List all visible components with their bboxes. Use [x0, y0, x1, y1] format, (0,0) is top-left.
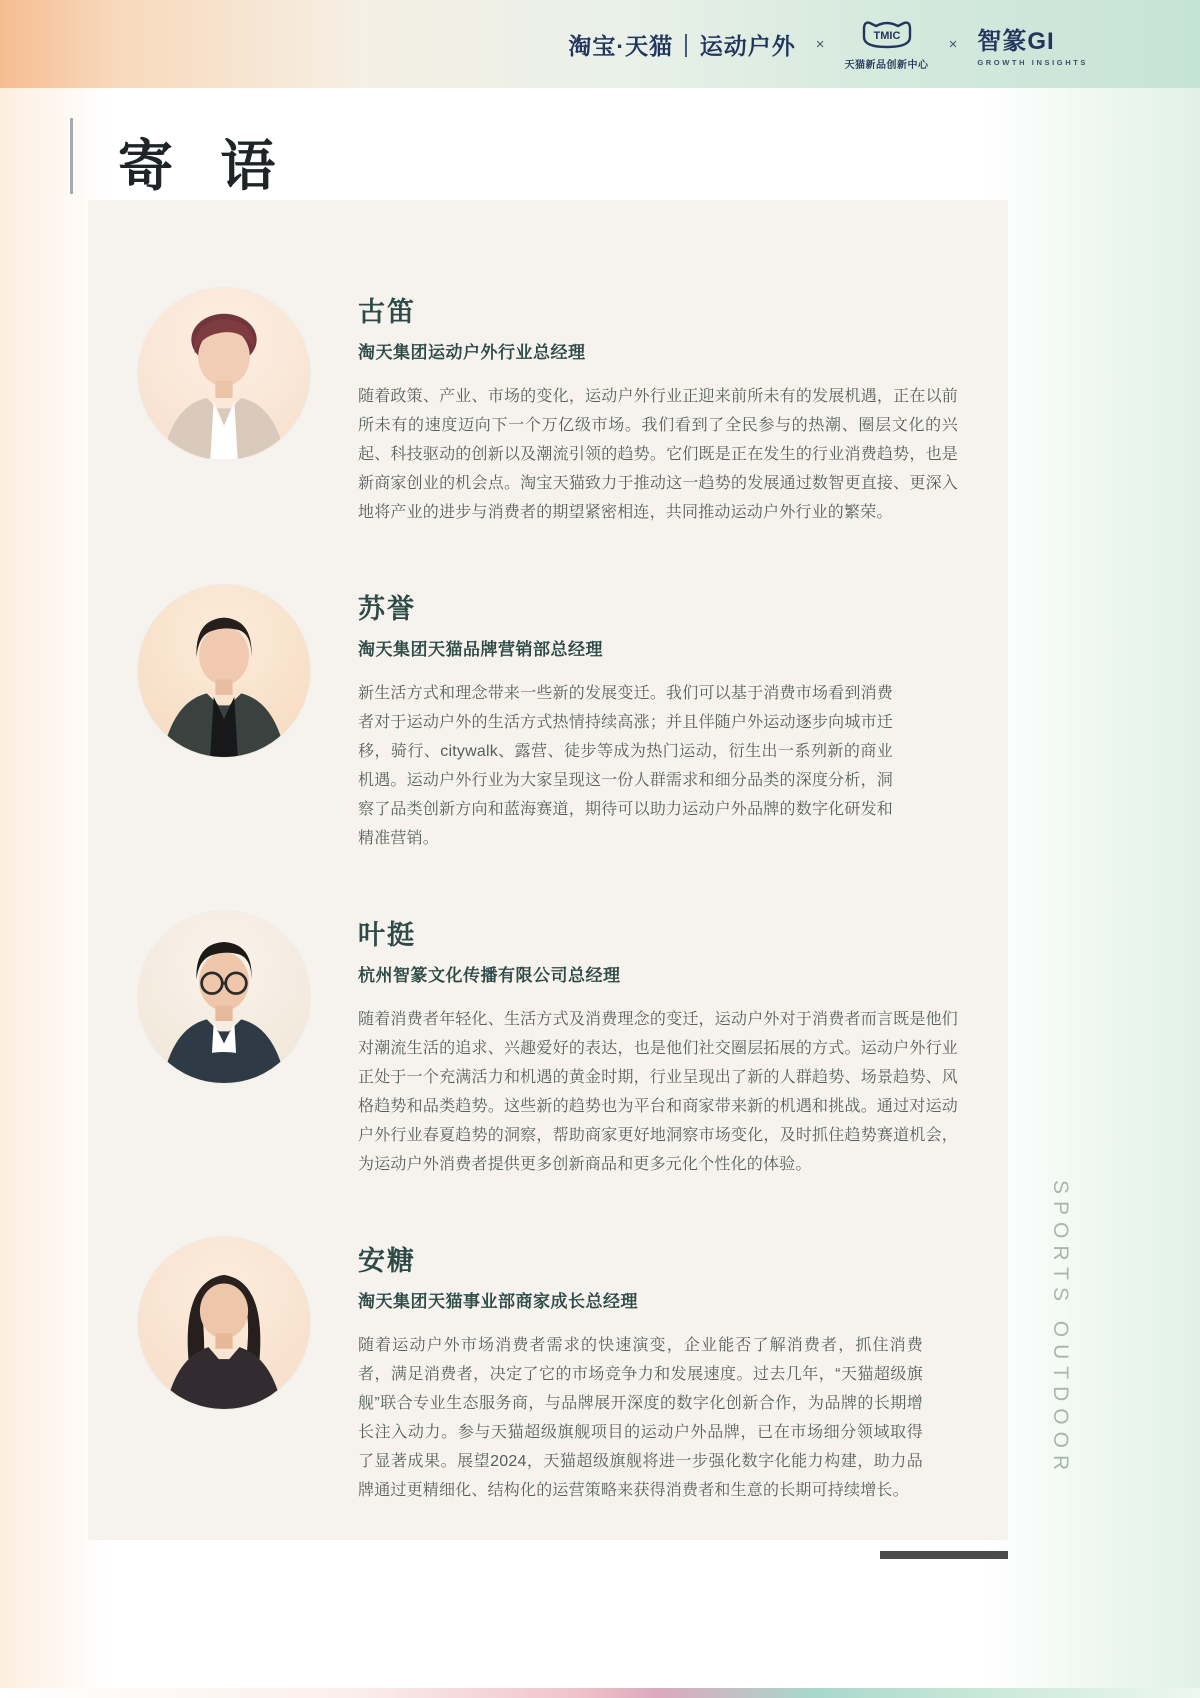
profile-title: 杭州智篆文化传播有限公司总经理	[358, 966, 621, 985]
multiply-icon: ×	[815, 35, 825, 53]
zhizhuan-gi-logo	[977, 21, 1088, 67]
profile-bio: 新生活方式和理念带来一些新的发展变迁。我们可以基于消费市场看到消费者对于运动户外的生活方式热情持续高涨；并且伴随户外运动逐步向城市迁移，骑行、citywalk、露营、徒步等成为热门运动，衍生出一系列新的商业机遇。运动户外行业为大家呈现这一份人群需求和细分品类的深度分析，洞察了品类创新方向和蓝海赛道，期待可以助力运动户外品牌的数字化研发和精准营销。	[358, 685, 893, 847]
brand-divider: |	[683, 29, 690, 58]
profile-name: 古笛	[358, 297, 416, 327]
page-title: 寄 语	[118, 135, 292, 197]
tmic-cat-icon	[856, 17, 918, 53]
portrait-man-glasses	[138, 911, 310, 1083]
brand-category: 运动户外	[699, 32, 796, 59]
taobao-tmall-logo	[568, 28, 795, 61]
title-rule	[70, 118, 73, 194]
multiply-icon: ×	[948, 35, 958, 53]
gi-logo-text: 智篆GI	[977, 28, 1055, 55]
avatar	[138, 288, 310, 460]
footer-accent-bar	[880, 1551, 1008, 1559]
profile-title: 淘天集团天猫事业部商家成长总经理	[358, 1292, 638, 1311]
profile-gudi	[138, 288, 1008, 527]
profile-name: 安糖	[358, 1246, 416, 1276]
portrait-woman-short-hair	[138, 288, 310, 460]
avatar	[138, 911, 310, 1083]
tmic-logo	[845, 17, 929, 71]
brand-lockup	[568, 17, 1088, 71]
portrait-man-dark-suit	[138, 585, 310, 757]
profile-antang	[138, 1237, 1008, 1505]
bottom-gradient-strip	[0, 1688, 1200, 1698]
profile-name: 叶挺	[358, 920, 416, 950]
gi-logo-caption: GROWTH INSIGHTS	[977, 58, 1088, 67]
profile-bio: 随着运动户外市场消费者需求的快速演变，企业能否了解消费者，抓住消费者，满足消费者，决定了它的市场竞争力和发展速度。过去几年，“天猫超级旗舰”联合专业生态服务商，与品牌展开深度的数字化创新合作，为品牌的长期增长注入动力。参与天猫超级旗舰项目的运动户外品牌，已在市场细分领域取得了显著成果。展望2024，天猫超级旗舰将进一步强化数字化能力构建，助力品牌通过更精细化、结构化的运营策略来获得消费者和生意的长期可持续增长。	[358, 1337, 923, 1499]
tmic-caption: 天猫新品创新中心	[844, 60, 929, 71]
profile-bio: 随着消费者年轻化、生活方式及消费理念的变迁，运动户外对于消费者而言既是他们对潮流生活的追求、兴趣爱好的表达，也是他们社交圈层拓展的方式。运动户外行业正处于一个充满活力和机遇的黄金时期，行业呈现出了新的人群趋势、场景趋势、风格趋势和品类趋势。这些新的趋势也为平台和商家带来新的机遇和挑战。通过对运动户外行业春夏趋势的洞察，帮助商家更好地洞察市场变化，及时抓住趋势赛道机会，为运动户外消费者提供更多创新商品和更多元化个性化的体验。	[358, 1011, 958, 1173]
profile-title: 淘天集团天猫品牌营销部总经理	[358, 640, 603, 659]
brand-name: 淘宝·天猫	[568, 32, 674, 59]
profile-yeting	[138, 911, 1008, 1179]
profile-suyu	[138, 585, 1008, 853]
profile-name: 苏誉	[358, 594, 416, 624]
header-banner	[0, 0, 1200, 88]
side-label-sports-outdoor: SPORTS OUTDOOR	[1049, 1180, 1072, 1478]
content-panel	[88, 200, 1008, 1540]
profile-bio: 随着政策、产业、市场的变化，运动户外行业正迎来前所未有的发展机遇，正在以前所未有的速度迈向下一个万亿级市场。我们看到了全民参与的热潮、圈层文化的兴起、科技驱动的创新以及潮流引领的趋势。它们既是正在发生的行业消费趋势，也是新商家创业的机会点。淘宝天猫致力于推动这一趋势的发展通过数智更直接、更深入地将产业的进步与消费者的期望紧密相连，共同推动运动户外行业的繁荣。	[358, 388, 958, 521]
svg-text:TMIC: TMIC	[873, 30, 901, 42]
avatar	[138, 1237, 310, 1409]
profile-title: 淘天集团运动户外行业总经理	[358, 343, 586, 362]
portrait-woman-long-hair	[138, 1237, 310, 1409]
avatar	[138, 585, 310, 757]
